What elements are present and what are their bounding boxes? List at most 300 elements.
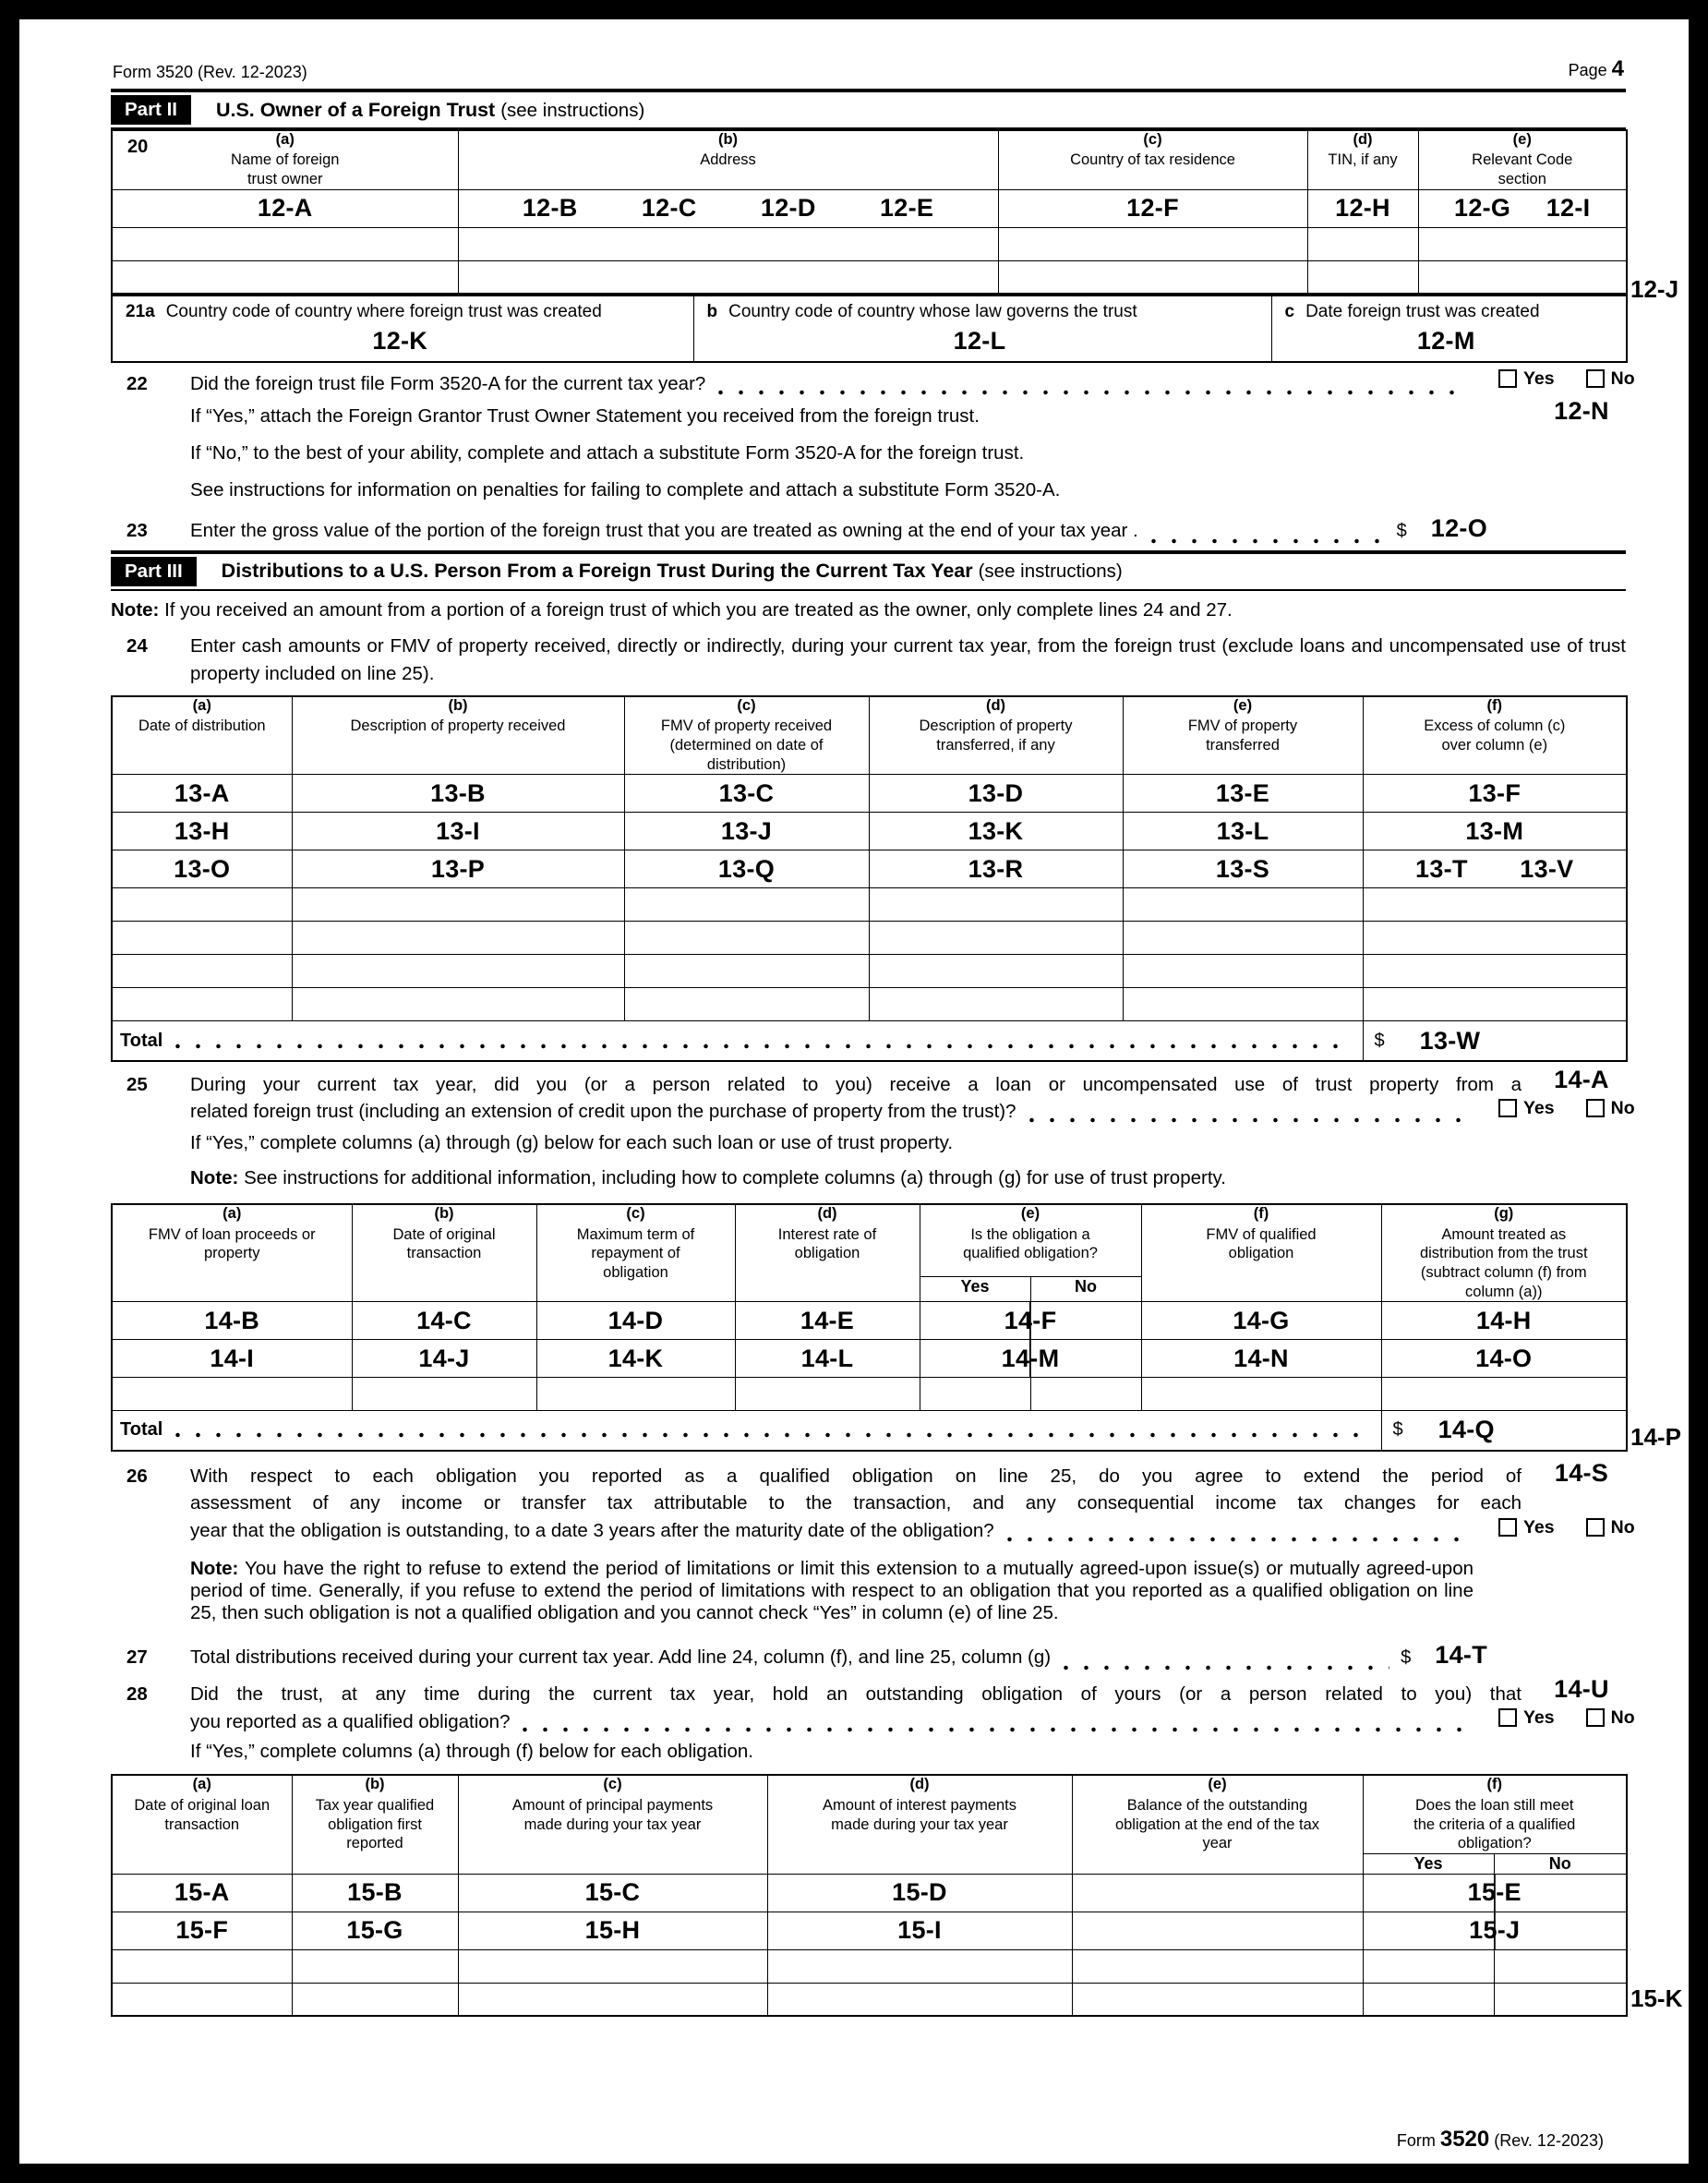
page-number: 4 (1611, 56, 1624, 81)
field-marker: 14-A (1554, 1065, 1609, 1093)
empty-cell[interactable] (869, 922, 1123, 955)
dotted-leader (523, 1727, 1469, 1732)
part3-subtitle: (see instructions) (978, 561, 1123, 583)
field-cell[interactable] (458, 189, 998, 227)
field-marker: 13-F (1468, 778, 1522, 807)
line24-text: Enter cash amounts or FMV of property received, directly or indirectly, during your current tax year, from the foreign trust (exclude loans and uncompensated use of trust property included on line 25). (190, 635, 1626, 685)
line21b-cell[interactable] (693, 295, 1271, 362)
empty-cell[interactable] (998, 227, 1307, 260)
line25-marker-row (112, 1340, 1627, 1378)
line28-col-f-yes-header: Yes (1363, 1853, 1494, 1874)
line22-yes-option: Yes (1498, 368, 1555, 390)
field-marker: 12-L (953, 326, 1006, 355)
field-cell[interactable] (292, 1912, 458, 1949)
line26-q2-row (111, 1490, 1626, 1517)
empty-cell[interactable] (1363, 1983, 1494, 2016)
field-marker: 14-E (800, 1306, 855, 1334)
line26-answer-zone (1484, 1459, 1679, 1538)
field-marker: 13-P (430, 854, 486, 883)
line22-question-row (111, 370, 1480, 398)
empty-cell[interactable] (1072, 1874, 1363, 1912)
part2-title: U.S. Owner of a Foreign Trust (see instructions) (215, 98, 645, 121)
line25-block (111, 1065, 1635, 1196)
line28-q1-row (111, 1681, 1626, 1708)
form-reference: Form 3520 (Rev. 12-2023) (113, 63, 307, 81)
field-marker: 14-T (1435, 1640, 1487, 1669)
line28-marker-row (112, 1912, 1627, 1949)
empty-cell[interactable] (624, 988, 869, 1021)
note-text: You have the right to refuse to extend the period of limitations or limit this extension to a mutually agreed-upon issue(s) or mutually agreed-upon period of time. Generally, if you refuse to extend the period of limitations with respect to an obligation that you reported as a qualified obligation on line 25, then such obligation is not a qualified obligation and you cannot check “Yes” in column (e) of line 25. (190, 1557, 1473, 1623)
field-marker: 13-J (720, 816, 773, 845)
line21a-label: Country code of country where foreign trust was created (165, 302, 602, 322)
line26-q2: assessment of any income or transfer tax attributable to the transaction, and any consequential income tax changes for each (190, 1492, 1522, 1514)
field-cell[interactable] (292, 1874, 458, 1912)
empty-cell[interactable] (1030, 1378, 1141, 1411)
field-marker: 13-E (1215, 778, 1270, 807)
dotted-leader (1029, 1117, 1469, 1123)
total-label: Total (120, 1030, 163, 1051)
field-cell[interactable] (767, 1874, 1072, 1912)
field-cell[interactable] (458, 1874, 767, 1912)
empty-cell[interactable] (112, 1949, 292, 1983)
empty-cell[interactable] (1123, 888, 1363, 922)
line22-answer-zone (1484, 368, 1679, 426)
empty-cell[interactable] (1123, 922, 1363, 955)
field-marker: 12-O (1430, 513, 1487, 542)
field-cell[interactable] (112, 1302, 352, 1340)
empty-cell[interactable] (624, 888, 869, 922)
empty-cell[interactable] (458, 1949, 767, 1983)
field-marker: 15-E (1467, 1878, 1522, 1907)
field-marker: 15-A (174, 1878, 230, 1907)
empty-cell[interactable] (536, 1378, 735, 1411)
line28-empty-row (112, 1949, 1627, 1983)
field-marker: 15-B (347, 1878, 403, 1907)
field-marker: 14-O (1475, 1344, 1533, 1372)
field-marker: 12-G (1454, 194, 1511, 223)
empty-cell[interactable] (1363, 922, 1627, 955)
field-marker: 13-Q (717, 854, 776, 883)
line21b-number: b (706, 302, 718, 322)
note-text: See instructions for additional information, including how to complete columns (a) through (g) for use of trust property. (244, 1167, 1226, 1189)
line26-block (111, 1458, 1635, 1624)
empty-cell[interactable] (112, 1378, 352, 1411)
field-marker: 14-M (1001, 1344, 1060, 1372)
line22-no-option: No (1586, 368, 1635, 390)
line24-marker-row (112, 775, 1627, 813)
line28-col-c-header: (c) Amount of principal payments made during your tax year (458, 1775, 767, 1874)
line26-q1: With respect to each obligation you reported as a qualified obligation on line 25, do you agree to extend the period of (190, 1465, 1522, 1487)
empty-cell[interactable] (292, 988, 624, 1021)
empty-cell[interactable] (112, 922, 292, 955)
line25-answer-zone (1484, 1066, 1679, 1119)
part3-header-bar (111, 550, 1626, 591)
empty-cell[interactable] (998, 260, 1307, 294)
empty-cell[interactable] (624, 955, 869, 988)
field-marker: 12-F (1126, 194, 1179, 223)
line25-total-amount-cell[interactable] (1381, 1411, 1627, 1451)
empty-cell[interactable] (1123, 988, 1363, 1021)
dollar-sign: $ (1396, 520, 1407, 541)
empty-cell[interactable] (292, 922, 624, 955)
line25-header-row (112, 1204, 1627, 1277)
line28-q1: Did the trust, at any time during the current tax year, hold an outstanding obligation of yours (or a person related to you) that (190, 1682, 1522, 1705)
line25-checkboxes (1484, 1098, 1679, 1119)
line25-no-checkbox[interactable] (1586, 1099, 1605, 1117)
line28-table-wrap (111, 1774, 1683, 2017)
line25-total-row (112, 1411, 1627, 1451)
line28-number: 28 (126, 1682, 148, 1705)
field-marker: 14-J (418, 1344, 470, 1372)
line26-yes-checkbox[interactable] (1498, 1518, 1517, 1537)
empty-cell[interactable] (112, 227, 458, 260)
line24-empty-row (112, 988, 1627, 1021)
line25-number: 25 (126, 1073, 148, 1095)
line25-table-wrap (111, 1203, 1681, 1452)
dotted-leader (1151, 538, 1386, 544)
line20-header-row (112, 130, 1627, 189)
field-marker: 12-C (641, 194, 697, 223)
line24-table-wrap (111, 695, 1626, 1062)
line25-col-d-header: (d) Interest rate of obligation (735, 1204, 920, 1301)
line28-q2: you reported as a qualified obligation? (190, 1710, 511, 1732)
empty-cell[interactable] (1072, 1949, 1363, 1983)
empty-cell[interactable] (1072, 1912, 1363, 1949)
field-cell[interactable] (458, 1912, 767, 1949)
field-cell[interactable] (1123, 813, 1363, 850)
line28-answer-zone (1484, 1675, 1679, 1729)
field-marker: 13-W (1419, 1026, 1481, 1055)
line22-sub3: See instructions for information on penalties for failing to complete and attach a substitute Form 3520-A. (190, 478, 1061, 501)
line22-number: 22 (126, 372, 148, 394)
page-indicator (1569, 56, 1624, 82)
field-marker: 13-R (968, 854, 1024, 883)
field-cell[interactable] (1363, 1912, 1627, 1949)
page-header (111, 56, 1626, 89)
field-cell[interactable] (352, 1340, 536, 1378)
empty-cell[interactable] (112, 988, 292, 1021)
line25-col-e-no-header: No (1030, 1277, 1141, 1302)
dotted-leader (718, 390, 1469, 395)
line25-q1-row (111, 1071, 1626, 1099)
empty-cell[interactable] (1123, 955, 1363, 988)
empty-cell[interactable] (112, 955, 292, 988)
empty-cell[interactable] (869, 988, 1123, 1021)
line22-no-checkbox[interactable] (1586, 369, 1605, 388)
line27-text: Total distributions received during your current tax year. Add line 24, column (f), and line 25, column (g) (190, 1646, 1052, 1668)
line24-header-row (112, 696, 1627, 775)
field-marker: 14-S (1554, 1458, 1609, 1487)
line24-table (111, 695, 1628, 1062)
dollar-sign: $ (1392, 1419, 1403, 1441)
field-marker: 14-L (800, 1344, 854, 1372)
line20-col-a-header: 20 (a) Name of foreign trust owner (112, 130, 458, 189)
empty-cell[interactable] (1363, 888, 1627, 922)
field-cell[interactable] (292, 850, 624, 888)
empty-cell[interactable] (112, 888, 292, 922)
line20-col-d-header: (d) TIN, if any (1307, 130, 1418, 189)
dotted-leader (1064, 1665, 1389, 1670)
line25-col-g-header: (g) Amount treated as distribution from the trust (subtract column (f) from column (a)) (1381, 1204, 1627, 1301)
empty-cell[interactable] (112, 1983, 292, 2016)
line26-no-checkbox[interactable] (1586, 1518, 1605, 1537)
field-marker: 13-T (1415, 854, 1468, 883)
empty-cell[interactable] (1363, 955, 1627, 988)
field-cell[interactable] (1363, 850, 1627, 888)
line24-col-a-header: (a) Date of distribution (112, 696, 292, 775)
line25-col-b-header: (b) Date of original transaction (352, 1204, 536, 1301)
line20-empty-row (112, 227, 1627, 260)
line21c-number: c (1284, 302, 1295, 322)
empty-cell[interactable] (624, 922, 869, 955)
dollar-sign: $ (1374, 1030, 1385, 1051)
field-cell[interactable] (920, 1340, 1141, 1378)
line25-col-e-header: (e) Is the obligation a qualified obligation? (920, 1204, 1141, 1277)
page-footer (1397, 2127, 1604, 2153)
line22-sub2: If “No,” to the best of your ability, complete and attach a substitute Form 3520-A for the foreign trust. (190, 441, 1025, 464)
empty-cell[interactable] (458, 260, 998, 294)
empty-cell[interactable] (1418, 227, 1627, 260)
field-marker: 15-G (346, 1916, 403, 1945)
field-marker: 12-E (879, 194, 934, 223)
field-marker: 12-N (1554, 396, 1609, 425)
empty-cell[interactable] (292, 1949, 458, 1983)
line20-empty-row (112, 260, 1627, 294)
empty-cell[interactable] (292, 888, 624, 922)
empty-cell[interactable] (1141, 1378, 1381, 1411)
line25-q2-row (111, 1098, 1480, 1126)
line28-yes-checkbox[interactable] (1498, 1708, 1517, 1727)
line24-col-f-header: (f) Excess of column (c) over column (e) (1363, 696, 1627, 775)
line25-sub1: If “Yes,” complete columns (a) through (g) below for each such loan or use of trust property. (190, 1132, 954, 1154)
field-cell[interactable] (920, 1302, 1141, 1340)
note-label: Note: (111, 598, 160, 621)
line28-no-option: No (1586, 1707, 1635, 1729)
field-marker: 14-F (1004, 1306, 1057, 1334)
field-marker: 13-V (1520, 854, 1574, 883)
field-cell[interactable] (112, 775, 292, 813)
line20-table-wrap (111, 129, 1679, 303)
line24-col-d-header: (d) Description of property transferred, if any (869, 696, 1123, 775)
field-marker: 14-Q (1437, 1416, 1495, 1444)
empty-cell[interactable] (458, 1983, 767, 2016)
field-marker: 13-O (174, 854, 231, 883)
footer-form-number: 3520 (1439, 2127, 1490, 2152)
field-cell[interactable] (869, 813, 1123, 850)
line20-col-e-header: (e) Relevant Code section (1418, 130, 1627, 189)
empty-cell[interactable] (920, 1378, 1030, 1411)
footer-revision: (Rev. 12-2023) (1494, 2131, 1604, 2150)
line21c-label: Date foreign trust was created (1305, 302, 1540, 322)
empty-cell[interactable] (292, 1983, 458, 2016)
field-cell[interactable] (869, 850, 1123, 888)
dotted-leader (175, 1043, 1343, 1049)
field-cell[interactable] (1363, 813, 1627, 850)
field-marker: 14-N (1233, 1344, 1289, 1372)
empty-cell[interactable] (112, 260, 458, 294)
field-marker: 12-M (1416, 326, 1475, 355)
line22-yes-checkbox[interactable] (1498, 369, 1517, 388)
field-cell[interactable] (1363, 1874, 1627, 1912)
empty-cell[interactable] (1494, 1949, 1627, 1983)
line25-marker-row (112, 1302, 1627, 1340)
line21-row (112, 295, 1627, 362)
field-marker: 14-D (607, 1306, 664, 1334)
empty-cell[interactable] (1072, 1983, 1363, 2016)
line24-total-row (112, 1021, 1627, 1061)
line23-row (111, 511, 1626, 547)
empty-cell[interactable] (1363, 1949, 1494, 1983)
line28-col-f-no-header: No (1494, 1853, 1627, 1874)
field-cell[interactable] (112, 189, 458, 227)
empty-cell[interactable] (767, 1949, 1072, 1983)
field-cell[interactable] (112, 813, 292, 850)
line24-total-amount-cell[interactable] (1363, 1021, 1627, 1061)
field-cell[interactable] (112, 1912, 292, 1949)
line23-text: Enter the gross value of the portion of the foreign trust that you are treated as owning at the end of your tax year . (190, 519, 1138, 541)
field-marker: 14-I (210, 1344, 255, 1372)
line28-q2-row (111, 1708, 1480, 1736)
line26-no-option: No (1586, 1517, 1635, 1538)
line21-table (111, 295, 1628, 363)
empty-cell[interactable] (1494, 1983, 1627, 2016)
line28-col-e-header: (e) Balance of the outstanding obligation at the end of the tax year (1072, 1775, 1363, 1874)
field-cell[interactable] (1141, 1302, 1381, 1340)
part2-subtitle: (see instructions) (500, 99, 645, 121)
page-label: Page (1568, 61, 1607, 79)
line20-marker-row (112, 189, 1627, 227)
field-cell[interactable] (1123, 775, 1363, 813)
field-cell[interactable] (1381, 1340, 1627, 1378)
empty-cell[interactable] (1418, 260, 1627, 294)
line26-yes-option: Yes (1498, 1517, 1555, 1538)
field-cell[interactable] (735, 1340, 920, 1378)
dotted-leader (1007, 1537, 1469, 1542)
field-marker: 13-D (968, 778, 1024, 807)
line27-row (111, 1637, 1626, 1673)
line28-table (111, 1774, 1628, 2017)
empty-cell[interactable] (292, 955, 624, 988)
line26-number: 26 (126, 1465, 148, 1487)
field-cell[interactable] (735, 1302, 920, 1340)
line21c-cell[interactable] (1271, 295, 1627, 362)
empty-cell[interactable] (1381, 1378, 1627, 1411)
field-marker: 12-D (760, 194, 816, 223)
line28-sub1: If “Yes,” complete columns (a) through (f) below for each obligation. (190, 1741, 753, 1763)
field-cell[interactable] (1418, 189, 1627, 227)
field-marker: 13-S (1215, 854, 1270, 883)
line26-note (190, 1558, 1473, 1624)
empty-cell[interactable] (869, 888, 1123, 922)
field-cell[interactable] (292, 813, 624, 850)
line24-col-c-header: (c) FMV of property received (determined on date of distribution) (624, 696, 869, 775)
empty-cell[interactable] (767, 1983, 1072, 2016)
outside-marker: 14-P (1630, 1423, 1681, 1452)
field-cell[interactable] (1141, 1340, 1381, 1378)
line25-empty-row (112, 1378, 1627, 1411)
field-marker: 14-B (204, 1306, 260, 1334)
field-cell[interactable] (767, 1912, 1072, 1949)
part2-tag: Part II (111, 95, 191, 125)
field-marker: 14-C (416, 1306, 472, 1334)
field-marker: 12-A (257, 194, 313, 223)
field-cell[interactable] (112, 1340, 352, 1378)
field-cell[interactable] (1123, 850, 1363, 888)
line23-number: 23 (126, 519, 148, 541)
empty-cell[interactable] (1307, 227, 1418, 260)
footer-form-label: Form (1396, 2131, 1436, 2150)
field-marker: 15-H (584, 1916, 641, 1945)
field-marker: 12-I (1546, 194, 1591, 223)
field-marker: 14-K (607, 1344, 664, 1372)
dollar-sign: $ (1401, 1646, 1412, 1668)
field-marker: 15-J (1469, 1916, 1521, 1945)
empty-cell[interactable] (352, 1378, 536, 1411)
line24-total-label-cell (112, 1021, 1363, 1061)
field-marker: 14-G (1233, 1306, 1290, 1334)
field-cell[interactable] (1363, 775, 1627, 813)
line25-yes-option: Yes (1498, 1098, 1555, 1119)
total-label: Total (120, 1419, 163, 1441)
field-cell[interactable] (536, 1302, 735, 1340)
line25-yes-checkbox[interactable] (1498, 1099, 1517, 1117)
empty-cell[interactable] (869, 955, 1123, 988)
field-cell[interactable] (998, 189, 1307, 227)
field-marker: 15-F (175, 1916, 229, 1945)
field-cell[interactable] (292, 775, 624, 813)
field-cell[interactable] (1381, 1302, 1627, 1340)
line28-header-row (112, 1775, 1627, 1853)
field-cell[interactable] (624, 850, 869, 888)
field-cell[interactable] (624, 775, 869, 813)
note-label: Note: (190, 1167, 239, 1189)
empty-cell[interactable] (1307, 260, 1418, 294)
line24-marker-row (112, 813, 1627, 850)
field-cell[interactable] (352, 1302, 536, 1340)
line25-no-option: No (1586, 1098, 1635, 1119)
line25-table (111, 1203, 1628, 1451)
line21a-cell[interactable] (112, 295, 693, 362)
field-cell[interactable] (624, 813, 869, 850)
field-marker: 13-B (430, 778, 486, 807)
line20-table (111, 129, 1628, 295)
line28-yes-option: Yes (1498, 1707, 1555, 1729)
note-label: Note: (190, 1557, 239, 1579)
field-cell[interactable] (112, 1874, 292, 1912)
line28-empty-row (112, 1983, 1627, 2016)
line25-col-a-header: (a) FMV of loan proceeds or property (112, 1204, 352, 1301)
field-marker: 14-H (1475, 1306, 1532, 1334)
field-cell[interactable] (112, 850, 292, 888)
field-marker: 13-I (436, 816, 480, 845)
field-cell[interactable] (1307, 189, 1418, 227)
field-cell[interactable] (536, 1340, 735, 1378)
empty-cell[interactable] (1363, 988, 1627, 1021)
line25-q2: related foreign trust (including an extension of credit upon the purchase of property from the trust)? (190, 1101, 1016, 1123)
line24-number: 24 (126, 635, 148, 657)
line24-empty-row (112, 955, 1627, 988)
empty-cell[interactable] (735, 1378, 920, 1411)
outside-marker: 12-J (1630, 275, 1679, 303)
field-cell[interactable] (869, 775, 1123, 813)
line28-no-checkbox[interactable] (1586, 1708, 1605, 1727)
empty-cell[interactable] (458, 227, 998, 260)
field-marker: 13-H (174, 816, 230, 845)
line28-checkboxes (1484, 1707, 1679, 1729)
line21b-label: Country code of country whose law governs the trust (728, 302, 1137, 322)
part3-title: Distributions to a U.S. Person From a Foreign Trust During the Current Tax Year (see instructions) (221, 560, 1123, 583)
line25-total-label-cell (112, 1411, 1381, 1451)
